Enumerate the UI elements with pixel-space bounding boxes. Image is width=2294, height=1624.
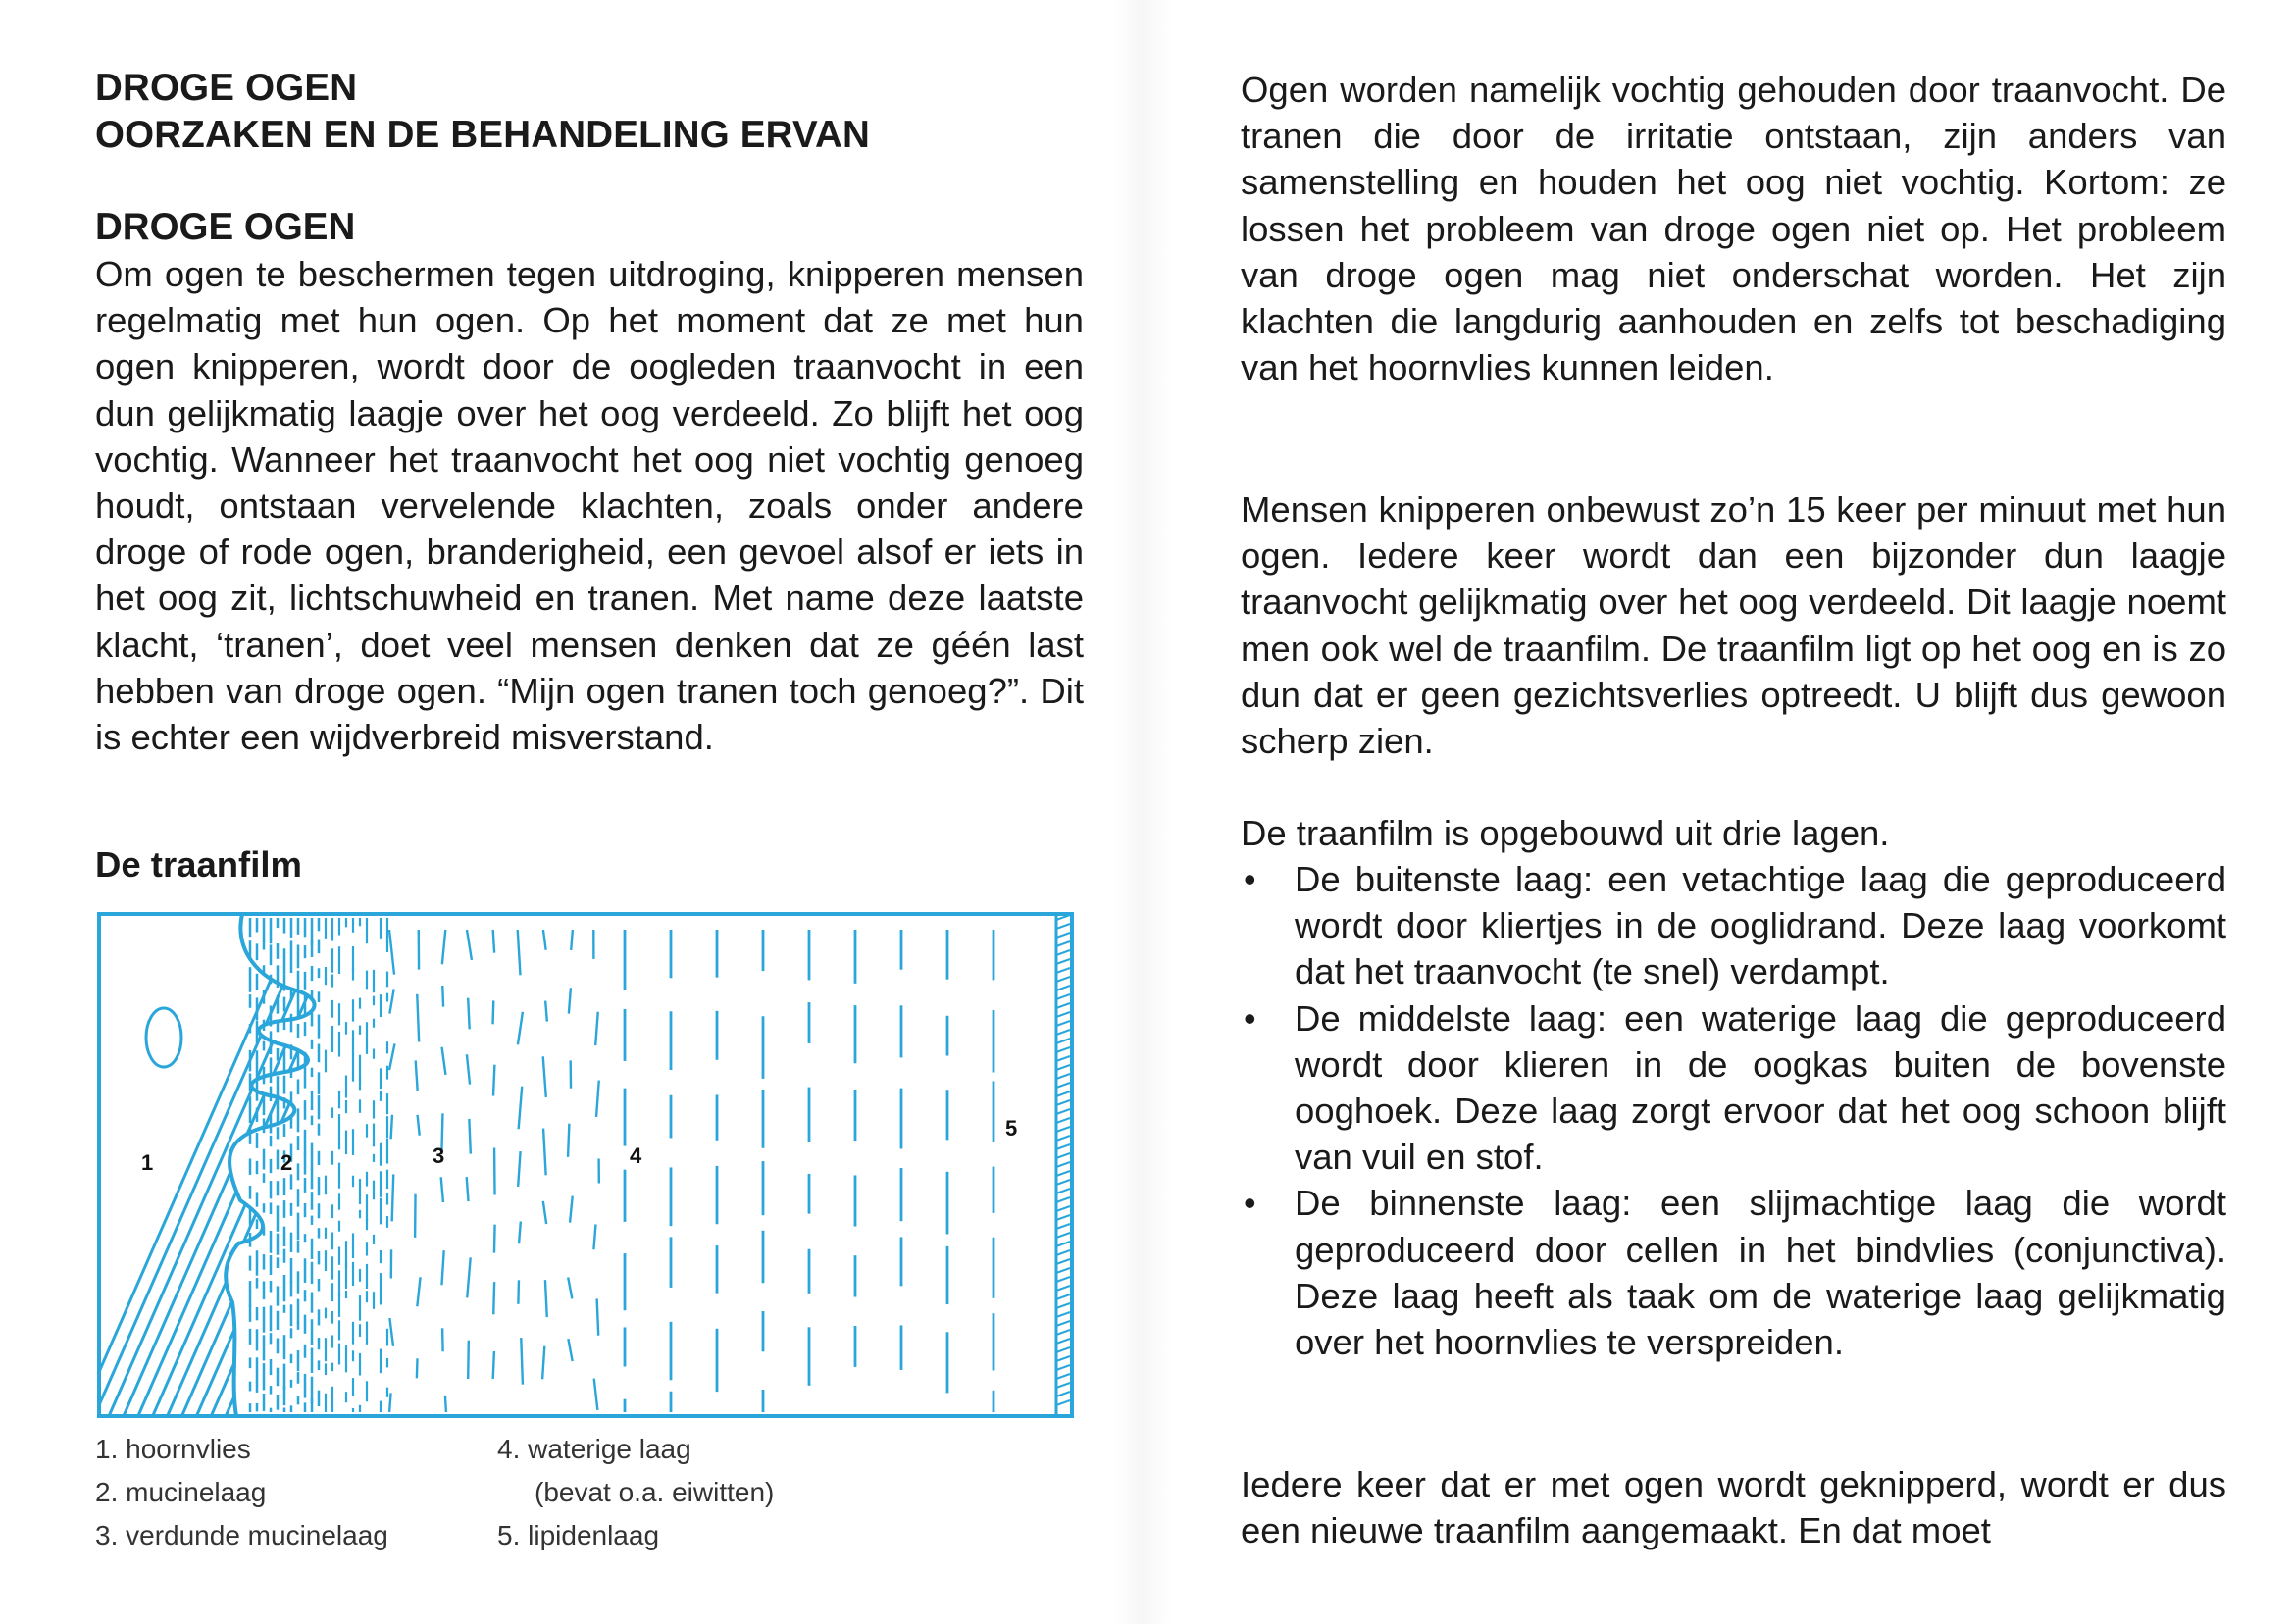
legend-item: 2. mucinelaag xyxy=(95,1477,267,1507)
diagram-label-5: 5 xyxy=(1005,1116,1018,1141)
diagram-legend-left xyxy=(95,1428,388,1557)
layer-list xyxy=(1241,856,2226,1365)
title-line-2: OORZAKEN EN DE BEHANDELING ERVAN xyxy=(95,114,871,156)
diagram-label-1: 1 xyxy=(141,1150,154,1175)
tear-film-diagram xyxy=(95,910,1076,1420)
title-line-1: DROGE OGEN xyxy=(95,67,358,109)
page-gutter xyxy=(1113,0,1172,1624)
diagram-label-4: 4 xyxy=(630,1143,642,1168)
paragraph-blinking: Mensen knipperen onbewust zo’n 15 keer per minuut met hun ogen. Iedere keer wordt dan een bijzonder dun laagje traanvocht gelijkmatig over het oog verdeeld. Dit laagje noemt men ook wel de traanfilm. De traanfilm ligt op het oog en is zo dun dat er geen gezichtsverlies optreedt. U blijft dus gewoon scherp zien. xyxy=(1241,489,2226,762)
legend-item: 1. hoornvlies xyxy=(95,1434,251,1464)
list-item: • De buitenste laag: een vetachtige laag die geproduceerd wordt door kliertjes in de ooglidrand. Deze laag voorkomt dat het traanvocht (te snel) verdampt. xyxy=(1241,856,2226,995)
diagram-label-2: 2 xyxy=(280,1150,293,1175)
paragraph-moisture: Ogen worden namelijk vochtig gehouden door traanvocht. De tranen die door de irritatie ontstaan, zijn anders van samenstelling en houden het oog niet vochtig. Kortom: ze lossen het probleem van droge ogen niet op. Het probleem van droge ogen mag niet onderschat worden. Het zijn klachten die langdurig aanhouden en zelfs tot beschadiging van het hoornvlies kunnen leiden. xyxy=(1241,70,2226,388)
list-item: • De middelste laag: een waterige laag die geproduceerd wordt door klieren in de oogkas buiten de bovenste ooghoek. Deze laag zorgt ervoor dat het oog schoon blijft van vuil en stof. xyxy=(1241,995,2226,1181)
intro-paragraph: Om ogen te beschermen tegen uitdroging, knipperen mensen regelmatig met hun ogen. Op het moment dat ze met hun ogen knipperen, wordt door de oogleden traanvocht in een dun gelijkmatig laagje over het oog verdeeld. Zo blijft het oog vochtig. Wanneer het traanvocht het oog niet vochtig genoeg houdt, ontstaan vervelende klachten, zoals onder andere droge of rode ogen, branderigheid, een gevoel alsof er iets in het oog zit, lichtschuwheid en tranen. Met name deze laatste klacht, ‘tranen’, doet veel mensen denken dat ze géén last hebben van droge ogen. “Mijn ogen tranen toch genoeg?”. Dit is echter een wijdverbreid misverstand. xyxy=(95,254,1084,758)
document-title xyxy=(95,65,870,159)
legend-item: 4. waterige laag xyxy=(497,1434,691,1464)
tear-film-heading: De traanfilm xyxy=(95,844,302,885)
section-heading: DROGE OGEN xyxy=(95,206,356,248)
diagram-legend-right xyxy=(497,1428,774,1557)
paragraph-new-film: Iedere keer dat er met ogen wordt geknipperd, wordt er dus een nieuwe traanfilm aangemaakt. En dat moet xyxy=(1241,1464,2226,1551)
legend-item: 3. verdunde mucinelaag xyxy=(95,1520,388,1550)
diagram-label-3: 3 xyxy=(433,1143,445,1168)
list-item: • De binnenste laag: een slijmachtige laag die wordt geproduceerd door cellen in het bindvlies (conjunctiva). Deze laag heeft als taak om de waterige laag gelijkmatig over het hoornvlies te verspreiden. xyxy=(1241,1180,2226,1365)
legend-item: (bevat o.a. eiwitten) xyxy=(535,1477,775,1507)
paragraph-layers-intro: De traanfilm is opgebouwd uit drie lagen. xyxy=(1241,813,1890,853)
legend-item: 5. lipidenlaag xyxy=(497,1520,660,1550)
